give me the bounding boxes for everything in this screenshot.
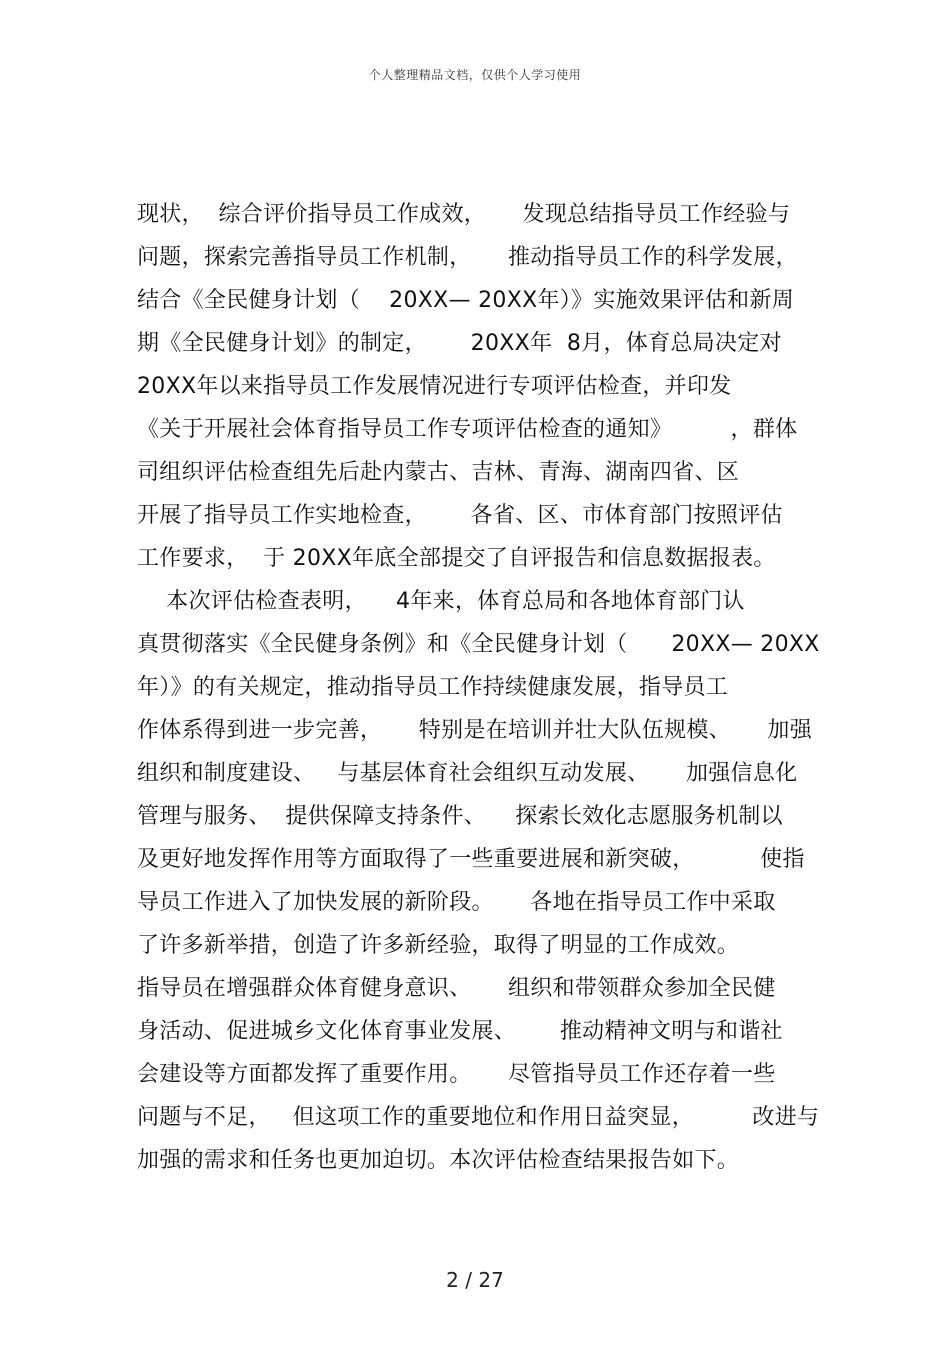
text-line: 作体系得到进一步完善， 特别是在培训并壮大队伍规模、 加强 [137, 718, 813, 743]
text-line: 《关于开展社会体育指导员工作专项评估检查的通知》 ，群体 [137, 417, 798, 442]
text-line: 现状， 综合评价指导员工作成效， 发现总结指导员工作经验与 [137, 202, 791, 227]
text-line: 身活动、促进城乡文化体育事业发展、 推动精神文明与和谐社 [137, 1019, 783, 1044]
text-line: 管理与服务、 提供保障支持条件、 探索长效化志愿服务机制以 [137, 804, 783, 829]
text-line: 期《全民健身计划》的制定， 20XX年 8月，体育总局决定对 [137, 331, 782, 356]
text-line: 结合《全民健身计划（ 20XX— 20XX年）》实施效果评估和新周 [137, 288, 795, 313]
text-line: 本次评估检查表明， 4年来，体育总局和各地体育部门认 [137, 589, 745, 614]
text-line: 年）》的有关规定，推动指导员工作持续健康发展，指导员工 [137, 675, 729, 700]
text-line: 会建设等方面都发挥了重要作用。 尽管指导员工作还存着一些 [137, 1062, 776, 1087]
text-line: 开展了指导员工作实地检查， 各省、区、市体育部门按照评估 [137, 503, 783, 528]
text-line: 司组织评估检查组先后赴内蒙古、吉林、青海、湖南四省、区 [137, 460, 740, 485]
text-line: 导员工作进入了加快发展的新阶段。 各地在指导员工作中采取 [137, 890, 776, 915]
text-line: 真贯彻落实《全民健身条例》和《全民健身计划（ 20XX— 20XX [137, 632, 820, 657]
page-header: 个人整理精品文档，仅供个人学习使用 [368, 68, 582, 82]
text-line: 指导员在增强群众体育健身意识、 组织和带领群众参加全民健 [137, 976, 776, 1001]
document-body [137, 193, 837, 1182]
text-line: 加强的需求和任务也更加迫切。本次评估检查结果报告如下。 [137, 1148, 740, 1173]
text-line: 20XX年以来指导员工作发展情况进行专项评估检查，并印发 [137, 374, 732, 399]
text-line: 问题与不足， 但这项工作的重要地位和作用日益突显， 改进与 [137, 1105, 820, 1130]
text-line: 问题，探索完善指导员工作机制， 推动指导员工作的科学发展， [137, 245, 798, 270]
page-number: 2 / 27 [446, 1268, 504, 1292]
text-line: 了许多新举措，创造了许多新经验，取得了明显的工作成效。 [137, 933, 740, 958]
text-line: 组织和制度建设、 与基层体育社会组织互动发展、 加强信息化 [137, 761, 798, 786]
text-line: 工作要求， 于 20XX年底全部提交了自评报告和信息数据报表。 [137, 546, 776, 571]
text-line: 及更好地发挥作用等方面取得了一些重要进展和新突破， 使指 [137, 847, 805, 872]
